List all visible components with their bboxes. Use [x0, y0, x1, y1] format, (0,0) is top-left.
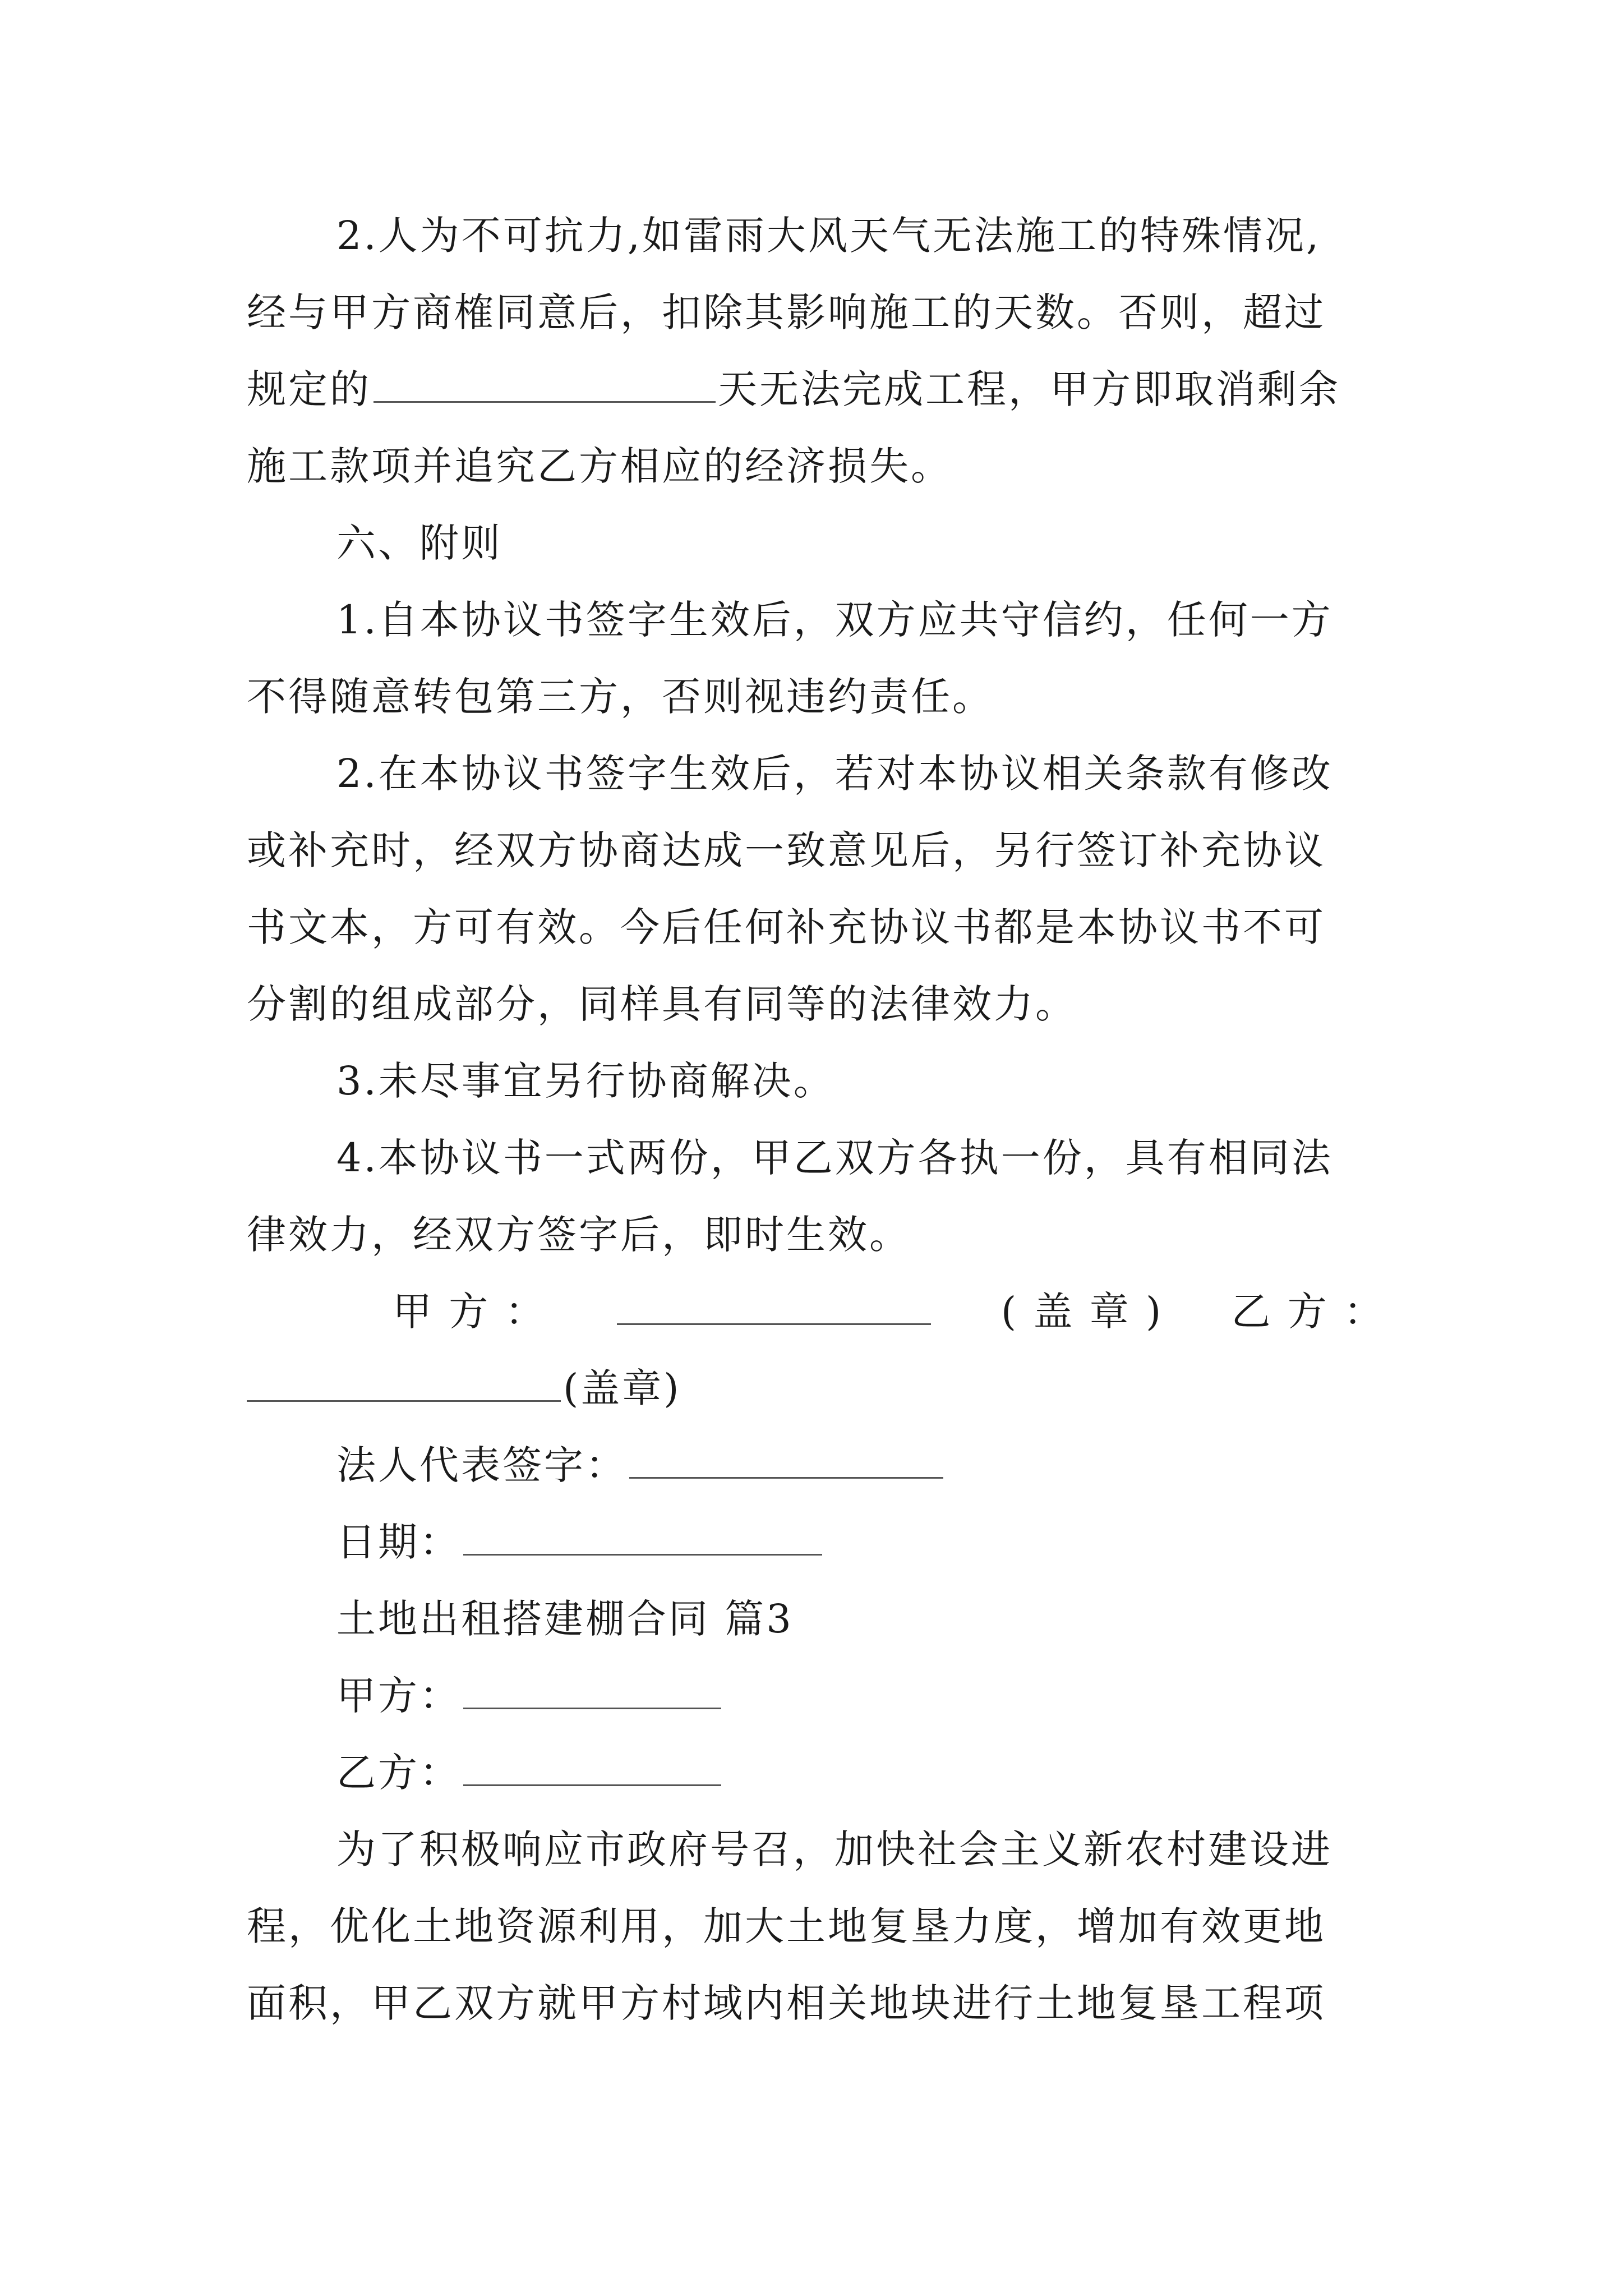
- legal-rep-field[interactable]: [629, 1438, 943, 1479]
- party-b-field[interactable]: [463, 1745, 721, 1786]
- clause-6-1-line-2: 不得随意转包第三方，否则视违约责任。: [247, 674, 994, 720]
- clause-6-4-line-1: 4.本协议书一式两份，甲乙双方各执一份，具有相同法: [336, 1135, 1333, 1181]
- clause-5-2-line-3-suffix: 天无法完成工程，甲方即取消剩余: [718, 366, 1340, 412]
- legal-rep-label: 法人代表签字：: [336, 1442, 627, 1488]
- date-field[interactable]: [463, 1515, 822, 1556]
- party-b-label: 乙方：: [336, 1750, 461, 1796]
- party-a-sign-label: 甲 方 ：: [393, 1289, 547, 1335]
- party-b-sign-field[interactable]: [247, 1361, 561, 1402]
- clause-5-2-line-2: 经与甲方商榷同意后，扣除其影响施工的天数。否则，超过: [247, 289, 1326, 335]
- clause-6-4-line-2: 律效力，经双方签字后，即时生效。: [247, 1212, 911, 1258]
- party-a-row: [336, 1668, 1385, 1724]
- clause-5-2-line-4: 施工款项并追究乙方相应的经济损失。: [247, 443, 952, 489]
- legal-rep-row: [336, 1437, 1385, 1493]
- clause-6-2-line-3: 书文本，方可有效。今后任何补充协议书都是本协议书不可: [247, 904, 1326, 950]
- party-b-row: [336, 1745, 1385, 1801]
- clause-6-3: 3.未尽事宜另行协商解决。: [336, 1058, 835, 1104]
- preamble-line-2: 程，优化土地资源利用，加大土地复垦力度，增加有效更地: [247, 1903, 1326, 1949]
- clause-6-1-line-1: 1.自本协议书签字生效后，双方应共守信约，任何一方: [336, 597, 1333, 643]
- clause-6-2-line-2: 或补充时，经双方协商达成一致意见后，另行签订补充协议: [247, 827, 1326, 873]
- days-blank-field[interactable]: [374, 362, 716, 403]
- signature-row: [393, 1283, 1385, 1340]
- party-b-sign-label: 乙 方 ：: [1231, 1289, 1385, 1335]
- clause-5-2-line-3-prefix: 规定的: [247, 366, 371, 412]
- clause-6-2-line-1: 2.在本协议书签字生效后，若对本协议相关条款有修改: [336, 751, 1333, 797]
- preamble-line-3: 面积，甲乙双方就甲方村域内相关地块进行土地复垦工程项: [247, 1980, 1326, 2026]
- contract-3-heading: 土地出租搭建棚合同 篇3: [336, 1596, 794, 1642]
- party-b-sign-row: [247, 1360, 1385, 1416]
- party-a-field[interactable]: [463, 1668, 721, 1709]
- preamble-line-1: 为了积极响应市政府号召，加快社会主义新农村建设进: [336, 1826, 1332, 1872]
- clause-5-2-line-1: 2.人为不可抗力,如雷雨大风天气无法施工的特殊情况,: [336, 213, 1321, 259]
- date-label: 日期：: [336, 1519, 461, 1565]
- section-6-heading: 六、附则: [336, 520, 502, 566]
- party-a-seal-label: ( 盖 章 ): [1000, 1289, 1164, 1335]
- party-a-label: 甲方：: [336, 1673, 461, 1719]
- clause-5-2-line-3: [247, 361, 1385, 417]
- party-b-seal-label: (盖章): [563, 1365, 681, 1411]
- clause-6-2-line-4: 分割的组成部分，同样具有同等的法律效力。: [247, 981, 1077, 1027]
- date-row: [336, 1514, 1385, 1570]
- party-a-sign-field[interactable]: [617, 1284, 931, 1325]
